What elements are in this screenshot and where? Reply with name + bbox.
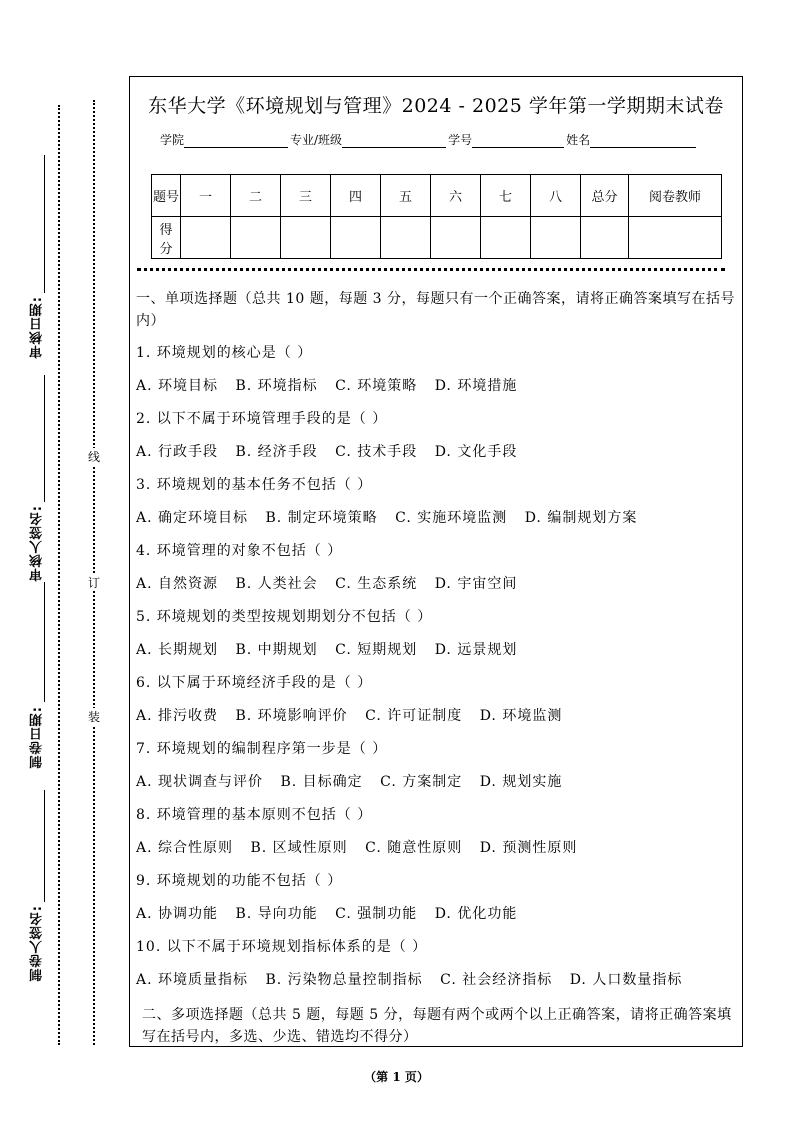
question-5 xyxy=(136,606,736,672)
section1-heading: 一、单项选择题（总共 10 题，每题 3 分，每题只有一个正确答案，请将正确答案填写在括号内） xyxy=(136,291,736,329)
question-options xyxy=(136,837,736,870)
option: D. 环境措施 xyxy=(434,378,518,394)
option: C. 强制功能 xyxy=(335,906,418,922)
binding-char-xian: 线 xyxy=(87,450,100,464)
exam-frame xyxy=(129,76,743,1047)
maker-date-line xyxy=(44,582,45,702)
reviewer-sign-line xyxy=(44,375,45,502)
maker-sign-line xyxy=(44,790,45,902)
score-cell-total[interactable] xyxy=(581,217,629,259)
section2-heading: 二、多项选择题（总共 5 题，每题 5 分，每题有两个或两个以上正确答案，请将正确答案填写在括号内，多选、少选、错选均不得分） xyxy=(142,1007,732,1045)
option: A. 环境质量指标 xyxy=(136,972,249,988)
option: C. 短期规划 xyxy=(335,642,418,658)
dotted-separator xyxy=(137,268,725,271)
question-2 xyxy=(136,408,736,474)
option: D. 优化功能 xyxy=(434,906,518,922)
option: C. 方案制定 xyxy=(380,774,463,790)
binding-char-zhuang: 装 xyxy=(87,710,100,724)
score-table-header-row xyxy=(152,175,722,217)
option: A. 确定环境目标 xyxy=(136,510,249,526)
col-header: 二 xyxy=(231,175,281,217)
college-label: 学院 xyxy=(160,133,185,147)
option: A. 排污收费 xyxy=(136,708,219,724)
score-cell[interactable] xyxy=(331,217,381,259)
student-id-label: 学号 xyxy=(448,133,473,147)
reviewer-sign-label: 审核人签名: xyxy=(30,505,45,582)
question-options xyxy=(136,375,736,408)
option: D. 宇宙空间 xyxy=(434,576,518,592)
option: C. 社会经济指标 xyxy=(440,972,553,988)
question-8 xyxy=(136,804,736,870)
option: A. 行政手段 xyxy=(136,444,219,460)
option: A. 自然资源 xyxy=(136,576,219,592)
question-options xyxy=(136,573,736,606)
score-cell[interactable] xyxy=(181,217,231,259)
student-id-field[interactable] xyxy=(472,135,564,148)
option: D. 文化手段 xyxy=(434,444,518,460)
exam-title: 东华大学《环境规划与管理》2024 - 2025 学年第一学期期末试卷 xyxy=(148,95,724,117)
option: A. 协调功能 xyxy=(136,906,219,922)
question-options xyxy=(136,969,736,1002)
option: B. 污染物总量控制指标 xyxy=(265,972,423,988)
question-3 xyxy=(136,474,736,540)
col-header: 三 xyxy=(281,175,331,217)
score-cell[interactable] xyxy=(231,217,281,259)
question-options xyxy=(136,507,736,540)
name-field[interactable] xyxy=(590,135,696,148)
question-options xyxy=(136,903,736,936)
score-cell[interactable] xyxy=(381,217,431,259)
option: B. 环境影响评价 xyxy=(235,708,348,724)
score-cell[interactable] xyxy=(281,217,331,259)
question-stem: 10. 以下不属于环境规划指标体系的是（ ） xyxy=(136,939,428,955)
option: D. 远景规划 xyxy=(434,642,518,658)
option: D. 预测性原则 xyxy=(479,840,578,856)
col-header-total: 总分 xyxy=(581,175,629,217)
col-header: 八 xyxy=(531,175,581,217)
row-label-score: 得分 xyxy=(152,217,181,259)
student-info-row xyxy=(160,131,698,148)
maker-date-label: 制卷日期: xyxy=(30,706,45,769)
col-header: 五 xyxy=(381,175,431,217)
option: D. 环境监测 xyxy=(479,708,563,724)
option: B. 经济手段 xyxy=(235,444,318,460)
option: A. 综合性原则 xyxy=(136,840,234,856)
row-label-question: 题号 xyxy=(152,175,181,217)
option: D. 人口数量指标 xyxy=(569,972,683,988)
question-stem: 1. 环境规划的核心是（ ） xyxy=(136,345,313,361)
option: A. 环境目标 xyxy=(136,378,219,394)
question-7 xyxy=(136,738,736,804)
question-9 xyxy=(136,870,736,936)
question-stem: 9. 环境规划的功能不包括（ ） xyxy=(136,873,343,889)
col-header: 七 xyxy=(481,175,531,217)
question-stem: 4. 环境管理的对象不包括（ ） xyxy=(136,543,343,559)
option: A. 现状调查与评价 xyxy=(136,774,264,790)
score-cell-grader[interactable] xyxy=(629,217,722,259)
score-cell[interactable] xyxy=(531,217,581,259)
question-stem: 3. 环境规划的基本任务不包括（ ） xyxy=(136,477,373,493)
question-stem: 6. 以下属于环境经济手段的是（ ） xyxy=(136,675,373,691)
exam-content xyxy=(136,288,736,1048)
option: C. 随意性原则 xyxy=(365,840,463,856)
option: C. 实施环境监测 xyxy=(395,510,508,526)
binding-dots-inner xyxy=(93,100,95,1045)
score-cell[interactable] xyxy=(481,217,531,259)
col-header: 六 xyxy=(431,175,481,217)
option: B. 环境指标 xyxy=(235,378,318,394)
name-label: 姓名 xyxy=(566,133,591,147)
score-table xyxy=(151,174,722,259)
binding-char-ding: 订 xyxy=(87,576,100,590)
option: B. 目标确定 xyxy=(280,774,363,790)
maker-sign-label: 制卷人签名: xyxy=(30,905,45,982)
page-number: （第 1 页） xyxy=(364,1070,429,1084)
col-header-grader: 阅卷教师 xyxy=(629,175,722,217)
college-field[interactable] xyxy=(184,135,288,148)
reviewer-date-label: 审核日期: xyxy=(30,296,45,359)
question-options xyxy=(136,441,736,474)
question-options xyxy=(136,705,736,738)
question-options xyxy=(136,639,736,672)
question-10 xyxy=(136,936,736,1002)
option: B. 人类社会 xyxy=(235,576,318,592)
question-4 xyxy=(136,540,736,606)
major-class-field[interactable] xyxy=(342,135,446,148)
score-table-score-row xyxy=(152,217,722,259)
question-options xyxy=(136,771,736,804)
option: B. 区域性原则 xyxy=(250,840,348,856)
option: B. 中期规划 xyxy=(235,642,318,658)
option: B. 制定环境策略 xyxy=(265,510,378,526)
option: A. 长期规划 xyxy=(136,642,219,658)
col-header: 四 xyxy=(331,175,381,217)
score-cell[interactable] xyxy=(431,217,481,259)
question-1 xyxy=(136,342,736,408)
option: B. 导向功能 xyxy=(235,906,318,922)
option: C. 许可证制度 xyxy=(365,708,463,724)
question-stem: 5. 环境规划的类型按规划期划分不包括（ ） xyxy=(136,609,433,625)
option: C. 技术手段 xyxy=(335,444,418,460)
question-6 xyxy=(136,672,736,738)
reviewer-date-line xyxy=(44,155,45,293)
binding-dots-outer xyxy=(58,105,60,1045)
col-header: 一 xyxy=(181,175,231,217)
option: C. 环境策略 xyxy=(335,378,418,394)
option: D. 编制规划方案 xyxy=(524,510,638,526)
option: C. 生态系统 xyxy=(335,576,418,592)
option: D. 规划实施 xyxy=(479,774,563,790)
question-stem: 2. 以下不属于环境管理手段的是（ ） xyxy=(136,411,388,427)
question-stem: 8. 环境管理的基本原则不包括（ ） xyxy=(136,807,373,823)
major-class-label: 专业/班级 xyxy=(290,133,343,147)
question-stem: 7. 环境规划的编制程序第一步是（ ） xyxy=(136,741,388,757)
